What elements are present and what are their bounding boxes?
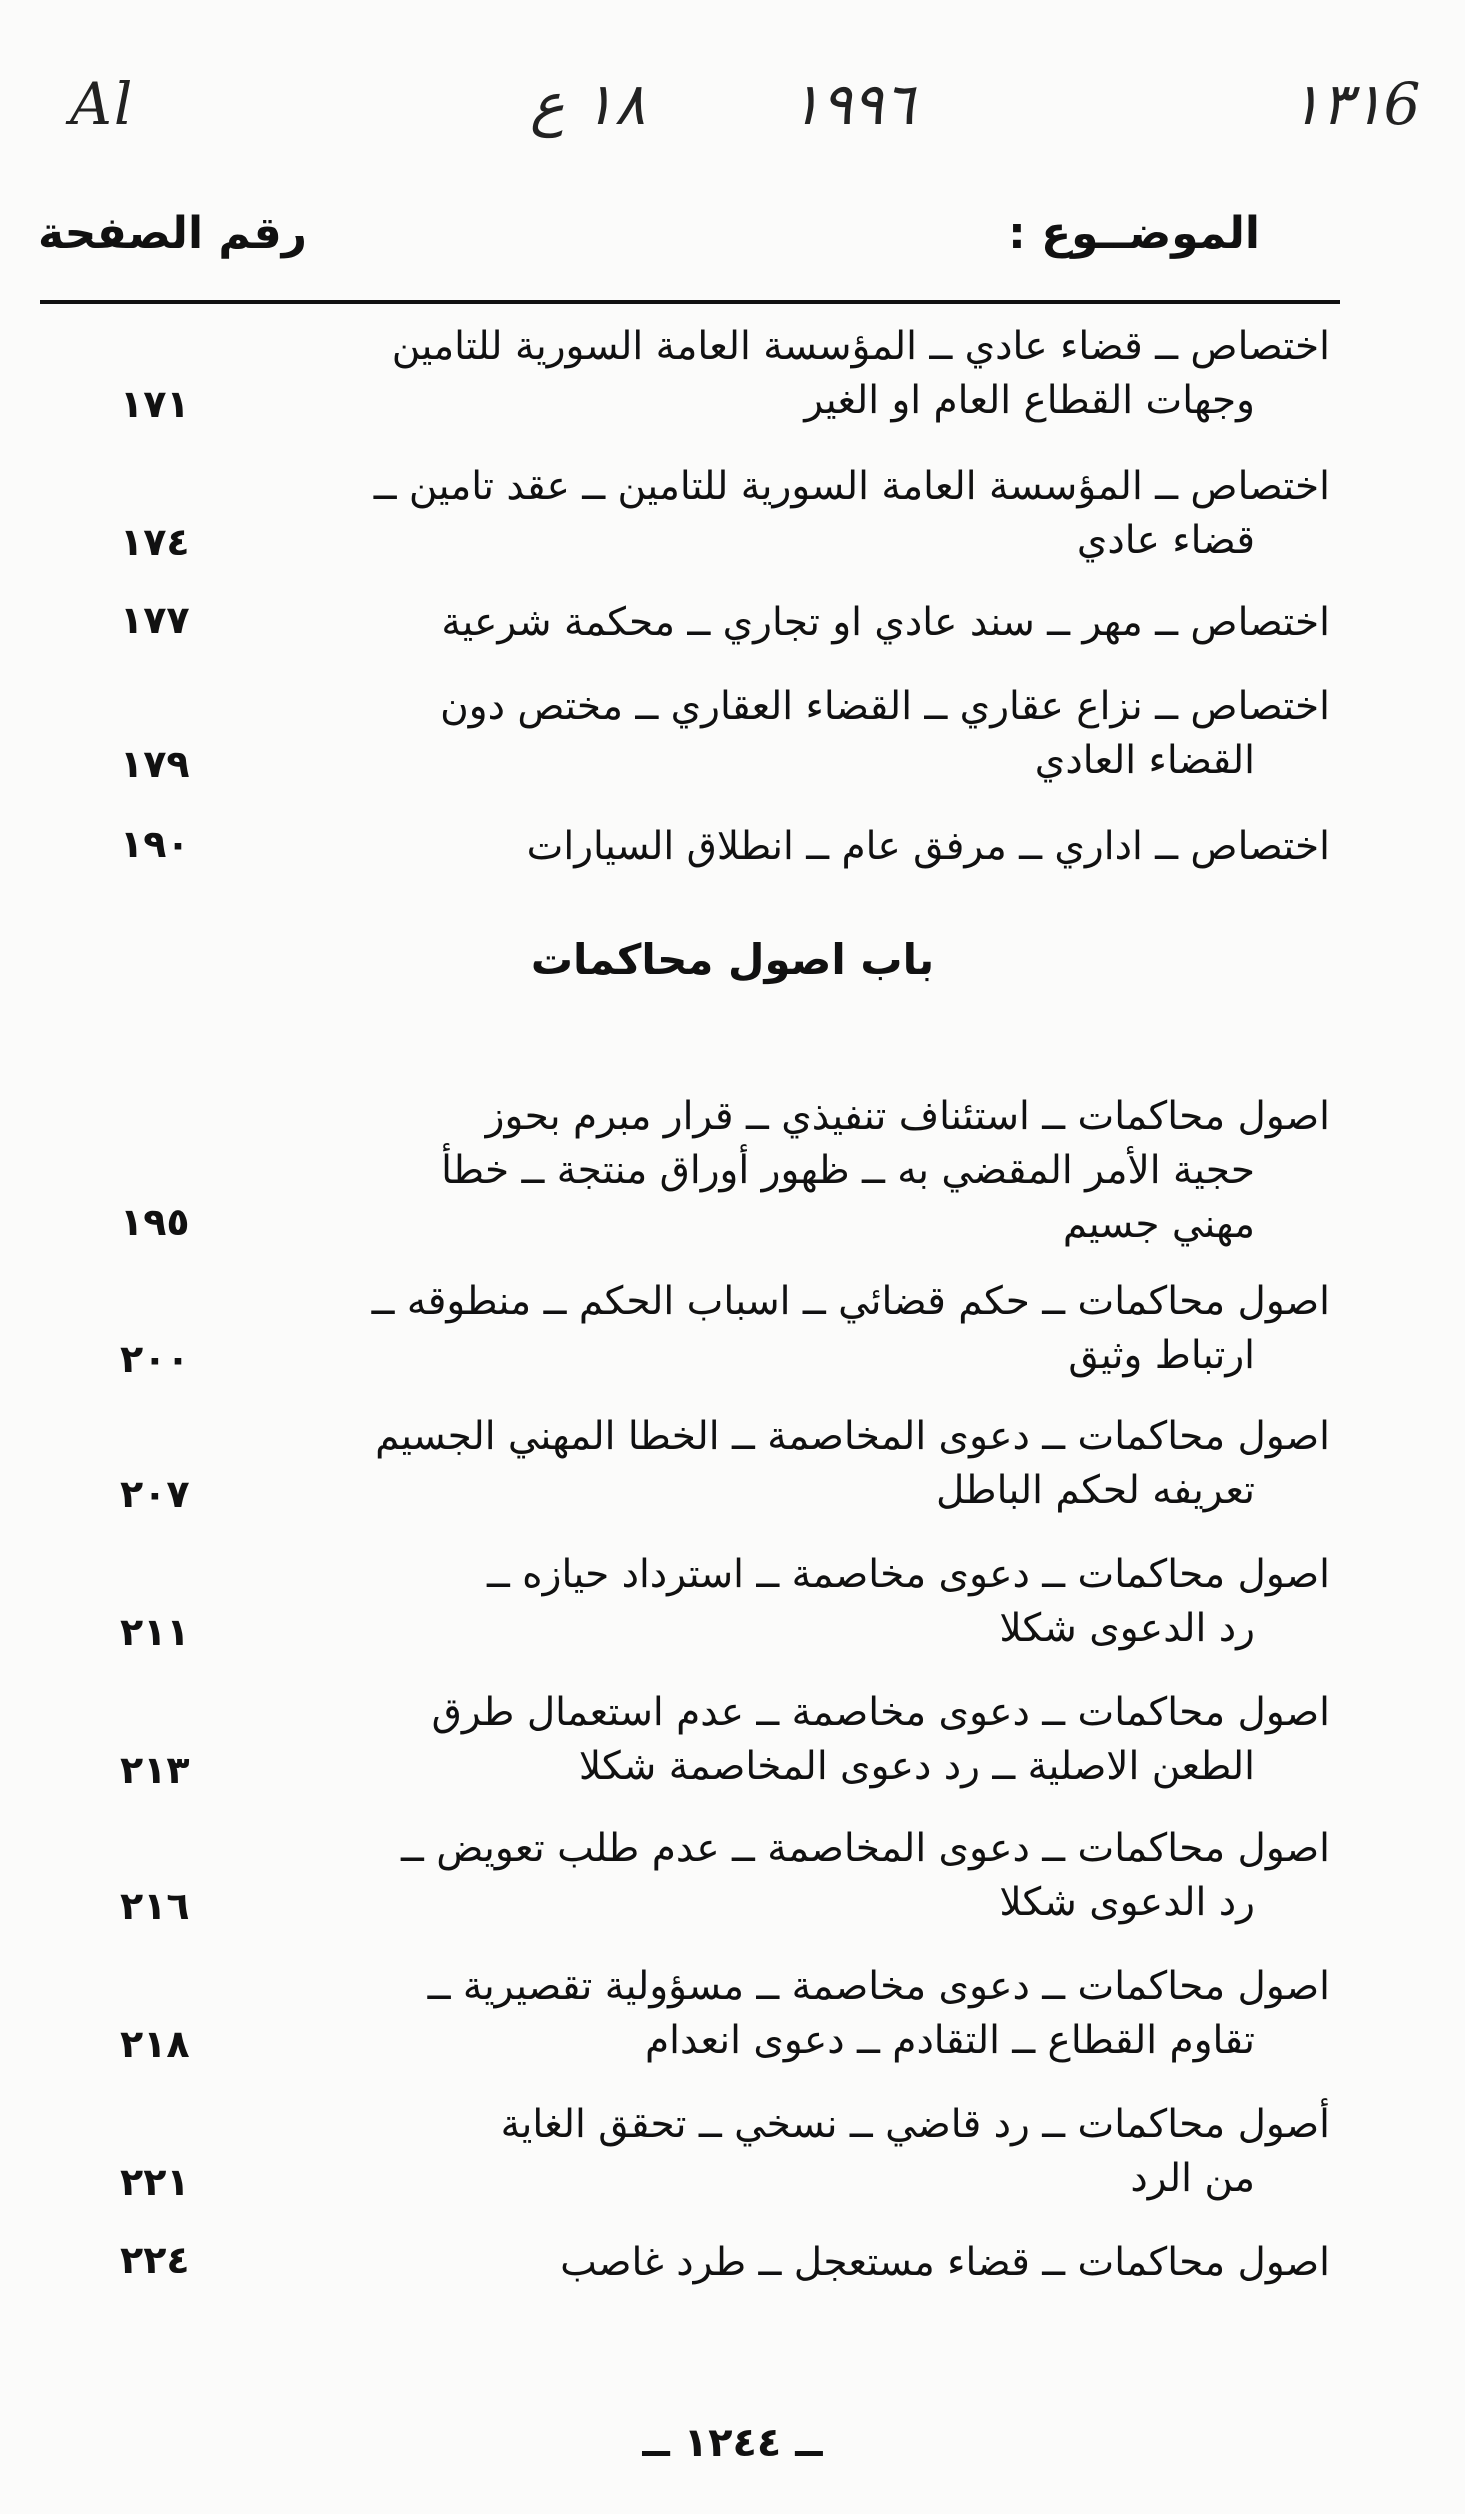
entry-line1: اصول محاكمات ــ دعوى المخاصمة ــ عدم طلب تعويض ــ	[400, 1826, 1330, 1871]
entry-line1: اصول محاكمات ــ دعوى مخاصمة ــ مسؤولية تقصيرية ــ	[427, 1964, 1330, 2009]
entry-page-number: ١٧٤	[120, 520, 190, 564]
handwritten-note-year: ١٩٩٦	[790, 70, 915, 138]
entry-line1: اصول محاكمات ــ دعوى المخاصمة ــ الخطا المهني الجسيم	[375, 1414, 1330, 1459]
handwritten-note-right: ١٣١6	[1290, 70, 1421, 138]
header-divider	[40, 300, 1340, 304]
entry-line1: اختصاص ــ قضاء عادي ــ المؤسسة العامة السورية للتامين	[391, 324, 1330, 369]
entry-page-number: ١٩٥	[120, 1200, 190, 1244]
entry-page-number: ٢٠٧	[120, 1472, 190, 1516]
entry-line2: تعريفه لحكم الباطل	[936, 1468, 1255, 1513]
handwritten-note-volume: ١٨ ع	[530, 70, 646, 138]
entry-line2: من الرد	[1130, 2156, 1255, 2201]
entry-line1: اصول محاكمات ــ دعوى مخاصمة ــ عدم استعمال طرق	[431, 1690, 1330, 1735]
entry-page-number: ٢١٦	[120, 1884, 190, 1928]
entry-line2: رد الدعوى شكلا	[999, 1880, 1255, 1925]
handwritten-note-left: Al	[70, 70, 135, 138]
entry-line1: اختصاص ــ نزاع عقاري ــ القضاء العقاري ــ مختص دون	[440, 684, 1330, 729]
entry-line2: حجية الأمر المقضي به ــ ظهور أوراق منتجة ــ خطأ	[441, 1148, 1255, 1193]
entry-page-number: ١٧١	[120, 382, 190, 426]
entry-line2: رد الدعوى شكلا	[999, 1606, 1255, 1651]
entry-line1: اختصاص ــ المؤسسة العامة السورية للتامين ــ عقد تامين ــ	[373, 464, 1330, 509]
subject-header: الموضــوع :	[1008, 208, 1260, 259]
entry-line1: اصول محاكمات ــ قضاء مستعجل ــ طرد غاصب	[560, 2240, 1330, 2285]
entry-line3: مهني جسيم	[1062, 1202, 1255, 1247]
page-number-header: رقم الصفحة	[38, 208, 307, 259]
entry-line2: ارتباط وثيق	[1068, 1333, 1255, 1378]
entry-page-number: ١٩٠	[120, 822, 190, 866]
entry-line2: الطعن الاصلية ــ رد دعوى المخاصمة شكلا	[578, 1744, 1255, 1789]
entry-line1: اصول محاكمات ــ دعوى مخاصمة ــ استرداد حيازه ــ	[486, 1552, 1330, 1597]
entry-line1: اصول محاكمات ــ استئناف تنفيذي ــ قرار مبرم بحوز	[485, 1094, 1330, 1139]
entry-line2: قضاء عادي	[1076, 518, 1255, 563]
entry-line1: اختصاص ــ اداري ــ مرفق عام ــ انطلاق السيارات	[526, 824, 1330, 869]
entry-page-number: ٢٢٤	[120, 2238, 190, 2282]
entry-line1: اختصاص ــ مهر ــ سند عادي او تجاري ــ محكمة شرعية	[441, 600, 1330, 645]
entry-page-number: ٢١١	[120, 1610, 190, 1654]
section-title: باب اصول محاكمات	[530, 935, 935, 984]
entry-page-number: ٢٠٠	[120, 1337, 190, 1381]
entry-line2: وجهات القطاع العام او الغير	[804, 378, 1255, 423]
entry-page-number: ٢٢١	[120, 2160, 190, 2204]
entry-page-number: ١٧٧	[120, 598, 190, 642]
entry-page-number: ١٧٩	[120, 742, 190, 786]
entry-line2: القضاء العادي	[1034, 738, 1255, 783]
entry-line2: تقاوم القطاع ــ التقادم ــ دعوى انعدام	[644, 2018, 1255, 2063]
entry-line1: اصول محاكمات ــ حكم قضائي ــ اسباب الحكم ــ منطوقه ــ	[371, 1279, 1330, 1324]
entry-page-number: ٢١٨	[120, 2022, 190, 2066]
entry-page-number: ٢١٣	[120, 1748, 190, 1792]
entry-line1: أصول محاكمات ــ رد قاضي ــ نسخي ــ تحقق الغاية	[500, 2102, 1330, 2147]
page-footer-number: ــ ١٢٤٤ ــ	[642, 2420, 823, 2466]
